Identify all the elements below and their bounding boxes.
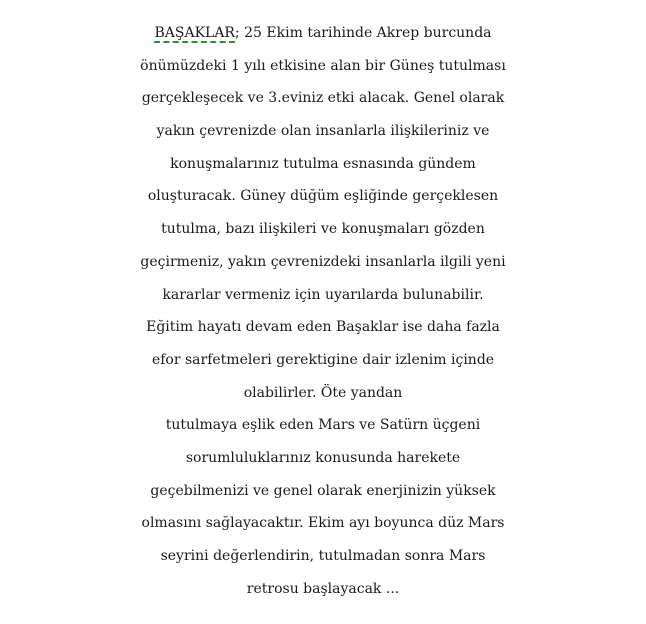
text-line-11: olabilirler. Öte yandan (243, 384, 403, 401)
text-line-16: seyrini değerlendirin, tutulmadan sonra Mars (160, 548, 486, 564)
text-line-0 (0, 17, 646, 50)
text-line-15: olmasını sağlayacaktır. Ekim ayı boyunca düz Mars (141, 515, 505, 532)
text-line-3: yakın çevrenizde olan insanlarla ilişkileriniz ve (156, 123, 490, 140)
text-line-2: gerçekleşecek ve 3.eviniz etki alacak. Genel olarak (141, 90, 505, 107)
heading-word: BAŞAKLAR (154, 25, 235, 41)
horoscope-text-block (0, 17, 646, 605)
first-line-rest: ; 25 Ekim tarihinde Akrep burcunda (234, 25, 492, 41)
text-line-14: geçebilmenizi ve genel olarak enerjinizin yüksek (150, 482, 496, 499)
text-line-10: efor sarfetmeleri gerektigine dair izlenim içinde (151, 351, 495, 368)
text-line-7: geçirmeniz, yakın çevrenizdeki insanlarla ilgili yeni (140, 253, 506, 270)
text-line-8: kararlar vermeniz için uyarılarda bulunabilir. (162, 286, 484, 303)
text-line-6: tutulma, bazı ilişkileri ve konuşmaları gözden (161, 221, 485, 238)
text-line-13: sorumluluklarınız konusunda harekete (185, 449, 461, 466)
text-line-5: oluşturacak. Güney düğüm eşliğinde gerçeklesen (147, 188, 499, 205)
text-line-9: Eğitim hayatı devam eden Başaklar ise daha fazla (146, 319, 500, 336)
text-line-17: retrosu başlayacak ... (246, 580, 400, 597)
text-line-4: konuşmalarınız tutulma esnasında gündem (170, 155, 476, 172)
text-line-12: tutulmaya eşlik eden Mars ve Satürn üçgeni (165, 417, 481, 434)
text-line-1: önümüzdeki 1 yılı etkisine alan bir Güneş tutulması (140, 57, 506, 74)
